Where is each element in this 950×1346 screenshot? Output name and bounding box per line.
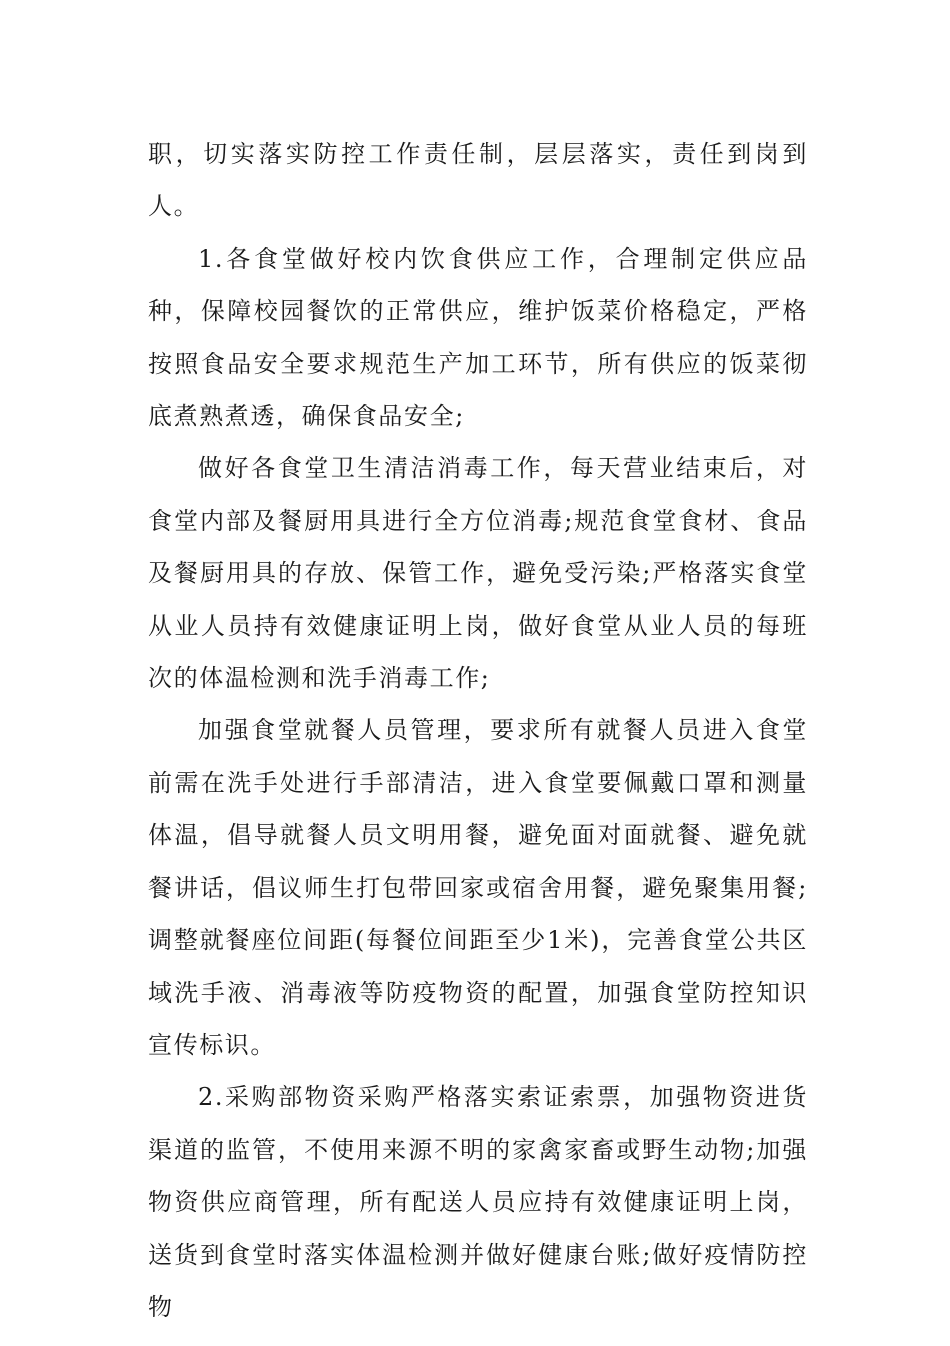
paragraph-procurement: 2.采购部物资采购严格落实索证索票，加强物资进货渠道的监管，不使用来源不明的家禽家畜或野生动物;加强物资供应商管理，所有配送人员应持有效健康证明上岗，送货到食堂时落实体温检测并做好健康台账;做好疫情防控物 (148, 1083, 808, 1321)
paragraph-continuation: 职，切实落实防控工作责任制，层层落实，责任到岗到人。 (148, 140, 808, 221)
document-body (148, 128, 808, 1333)
paragraph-canteen-disinfection: 做好各食堂卫生清洁消毒工作，每天营业结束后，对食堂内部及餐厨用具进行全方位消毒;规范食堂食材、食品及餐厨用具的存放、保管工作，避免受污染;严格落实食堂从业人员持有效健康证明上岗，做好食堂从业人员的每班次的体温检测和洗手消毒工作; (148, 454, 808, 693)
paragraph-diner-management: 加强食堂就餐人员管理，要求所有就餐人员进入食堂前需在洗手处进行手部清洁，进入食堂要佩戴口罩和测量体温，倡导就餐人员文明用餐，避免面对面就餐、避免就餐讲话，倡议师生打包带回家或宿舍用餐，避免聚集用餐;调整就餐座位间距(每餐位间距至少1米)，完善食堂公共区域洗手液、消毒液等防疫物资的配置，加强食堂防控知识宣传标识。 (148, 716, 808, 1059)
paragraph-canteen-supply: 1.各食堂做好校内饮食供应工作，合理制定供应品种，保障校园餐饮的正常供应，维护饭菜价格稳定，严格按照食品安全要求规范生产加工环节，所有供应的饭菜彻底煮熟煮透，确保食品安全; (148, 244, 808, 431)
